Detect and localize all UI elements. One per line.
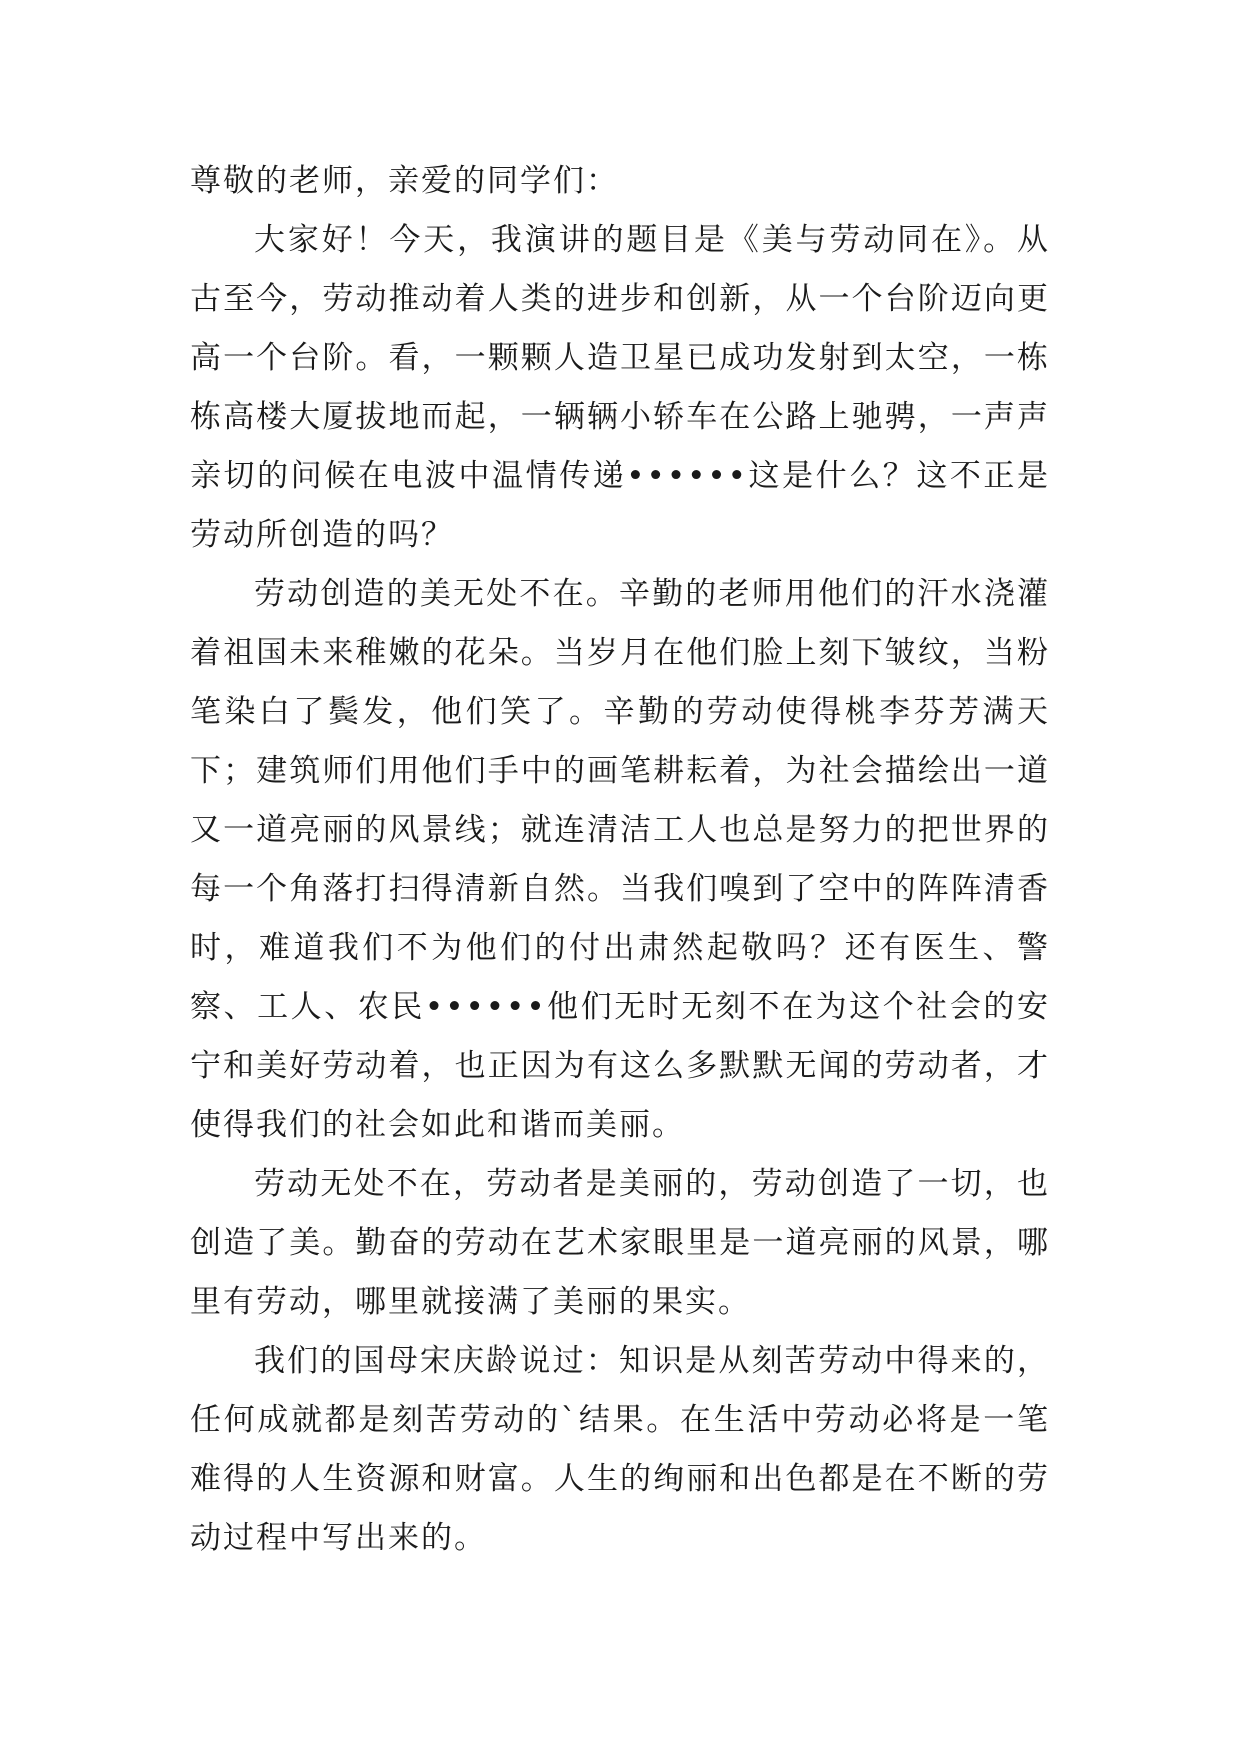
paragraph-intro: 大家好！今天，我演讲的题目是《美与劳动同在》。从古至今，劳动推动着人类的进步和创新，从一个台阶迈向更高一个台阶。看，一颗颗人造卫星已成功发射到太空，一栋栋高楼大厦拔地而起，一辆辆小轿车在公路上驰骋，一声声亲切的问候在电波中温情传递••••••这是什么？这不正是劳动所创造的吗？ <box>190 222 1050 553</box>
speech-text <box>190 152 1050 1568</box>
paragraph-quote: 我们的国母宋庆龄说过：知识是从刻苦劳动中得来的，任何成就都是刻苦劳动的`结果。在生活中劳动必将是一笔难得的人生资源和财富。人生的绚丽和出色都是在不断的劳动过程中写出来的。 <box>190 1343 1050 1556</box>
paragraph-labor-creates-beauty: 劳动无处不在，劳动者是美丽的，劳动创造了一切，也创造了美。勤奋的劳动在艺术家眼里是一道亮丽的风景，哪里有劳动，哪里就接满了美丽的果实。 <box>190 1166 1050 1320</box>
paragraph-beauty-everywhere: 劳动创造的美无处不在。辛勤的老师用他们的汗水浇灌着祖国未来稚嫩的花朵。当岁月在他们脸上刻下皱纹，当粉笔染白了鬓发，他们笑了。辛勤的劳动使得桃李芬芳满天下；建筑师们用他们手中的画笔耕耘着，为社会描绘出一道又一道亮丽的风景线；就连清洁工人也总是努力的把世界的每一个角落打扫得清新自然。当我们嗅到了空中的阵阵清香时，难道我们不为他们的付出肃然起敬吗？还有医生、警察、工人、农民••••••他们无时无刻不在为这个社会的安宁和美好劳动着，也正因为有这么多默默无闻的劳动者，才使得我们的社会如此和谐而美丽。 <box>190 576 1050 1143</box>
salutation: 尊敬的老师，亲爱的同学们： <box>190 163 619 199</box>
